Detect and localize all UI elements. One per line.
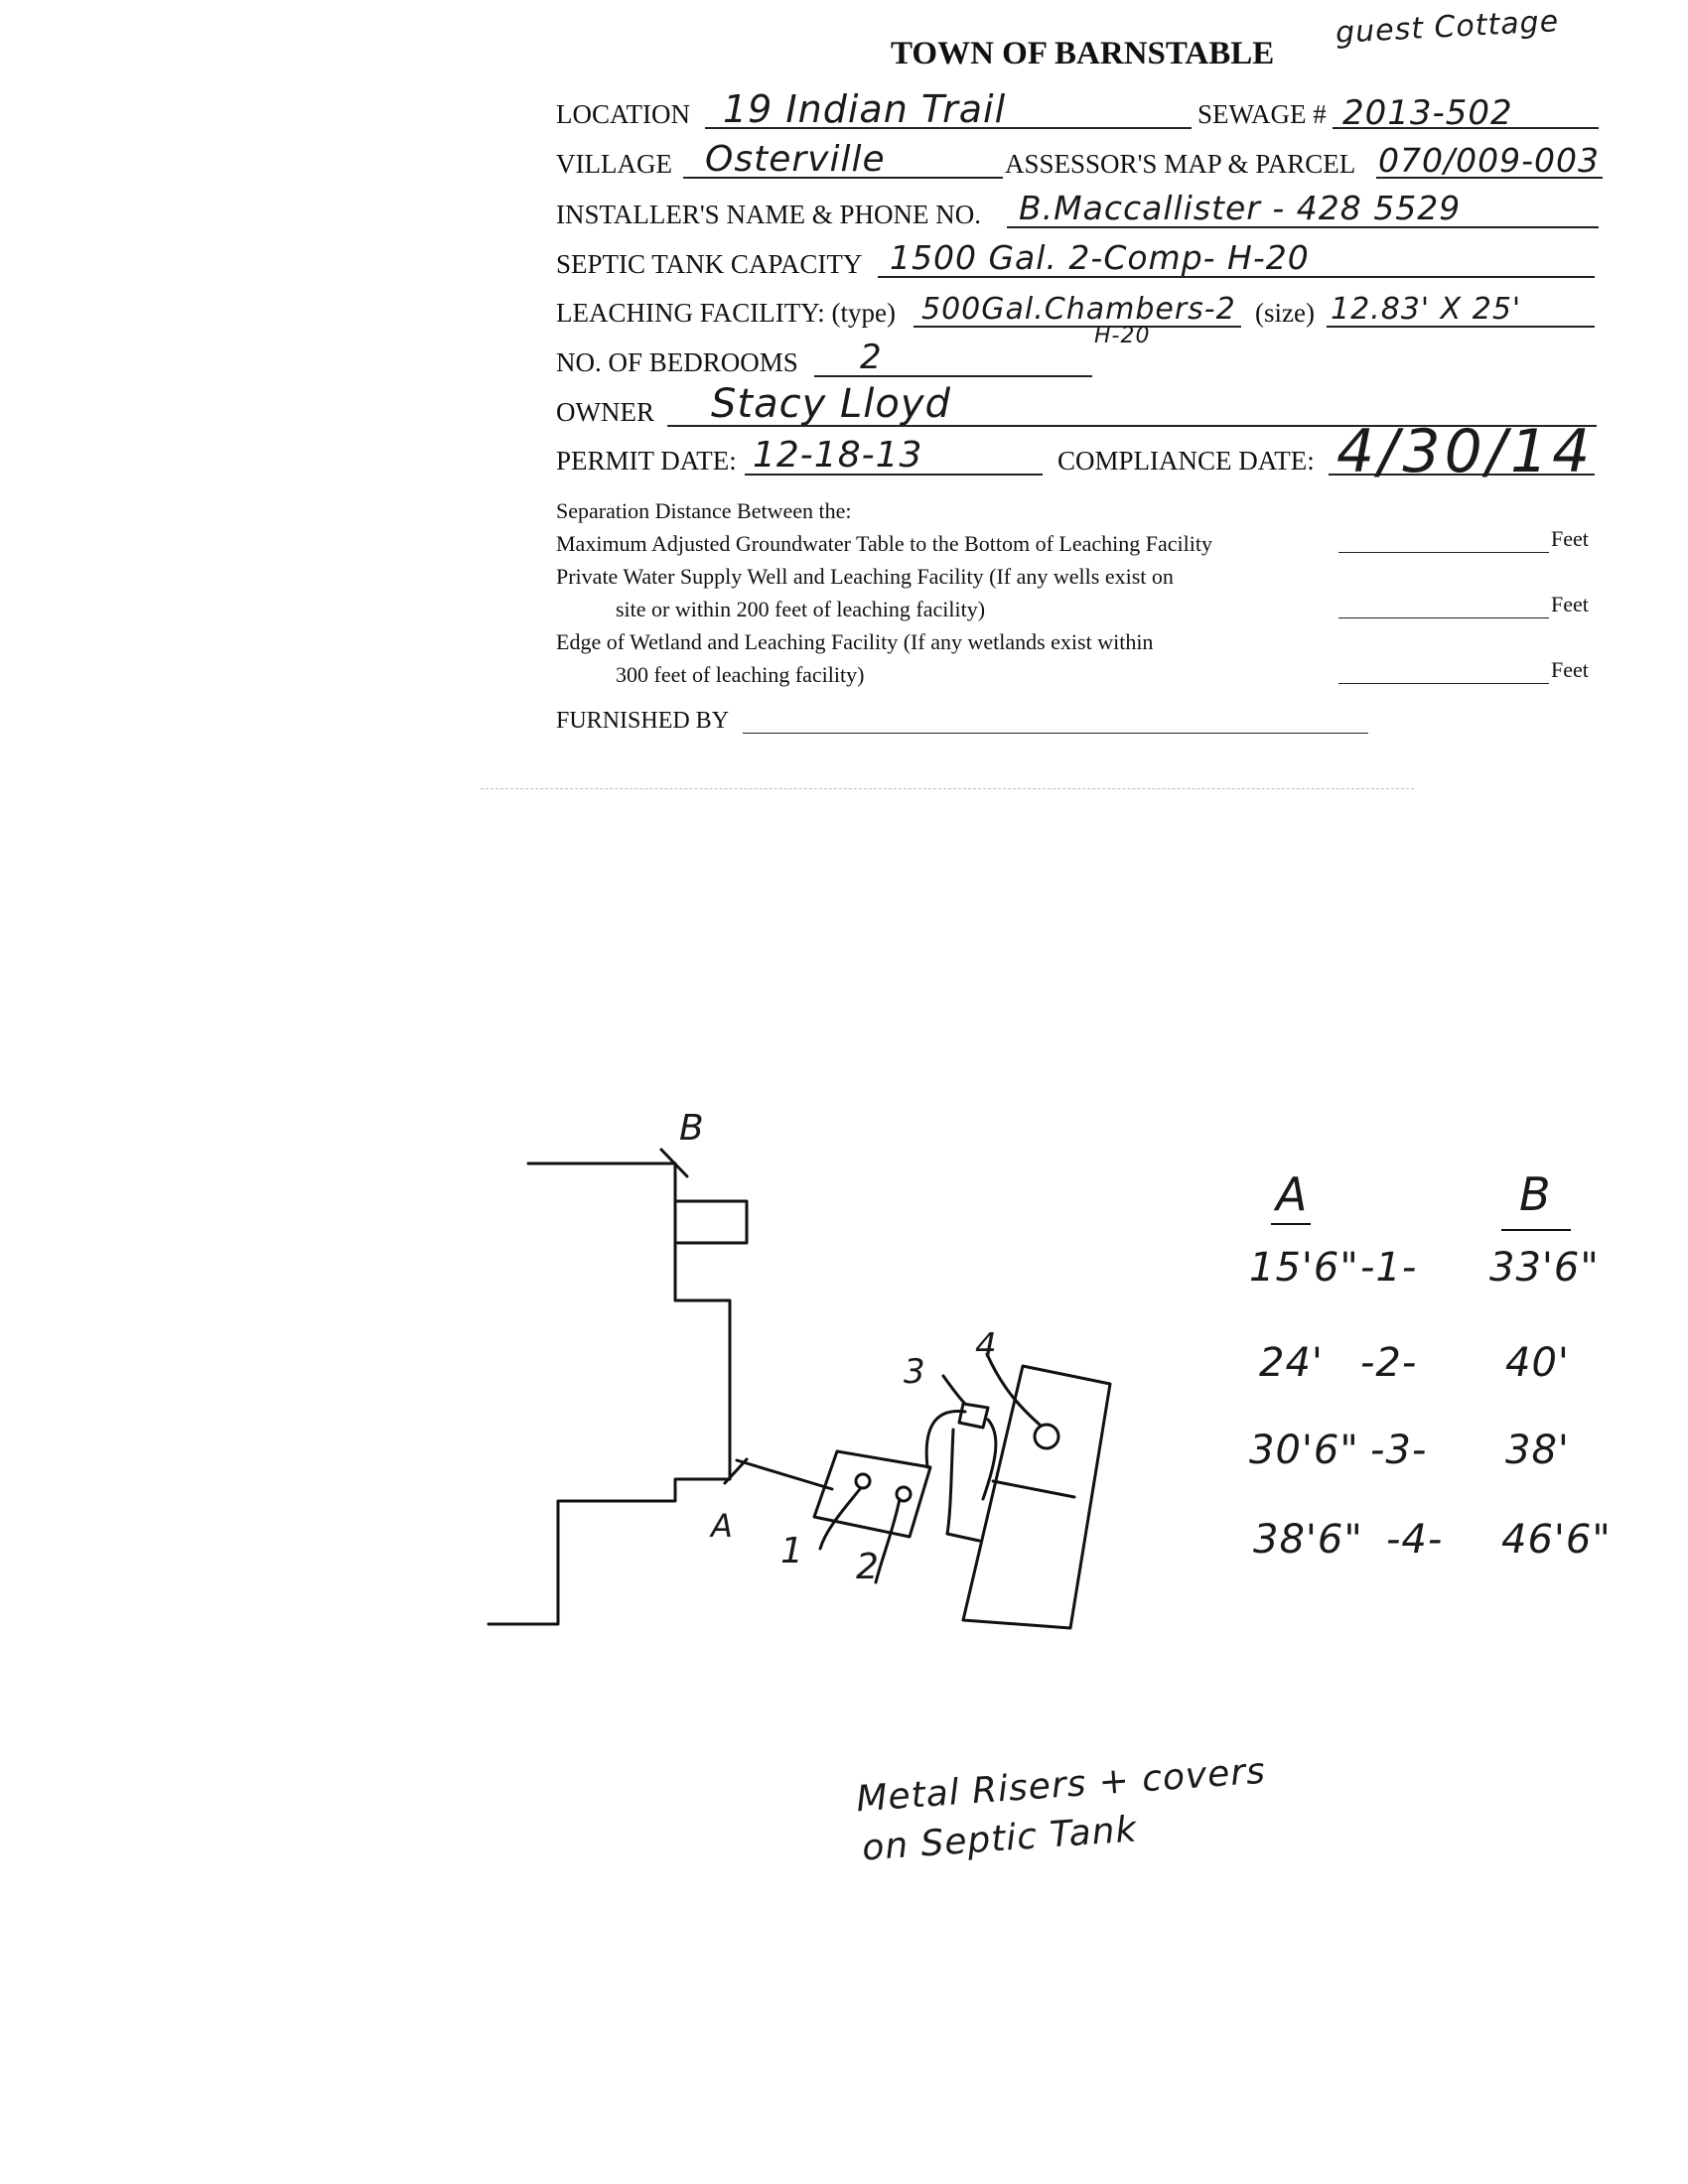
sketch-label-b: B [679, 1108, 705, 1149]
size-label: (size) [1255, 298, 1315, 328]
sketch-label-3: 3 [904, 1352, 926, 1392]
permit-date-value: 12-18-13 [753, 435, 923, 476]
measurement-row-2-a: 24' [1259, 1340, 1324, 1386]
sketch-label-a: A [711, 1507, 734, 1545]
owner-value: Stacy Lloyd [711, 381, 951, 427]
permit-date-label: PERMIT DATE: [556, 446, 737, 476]
separation-heading: Separation Distance Between the: [556, 498, 852, 523]
bedrooms-value: 2 [860, 338, 883, 377]
septic-note-line-2: on Septic Tank [860, 1809, 1139, 1869]
installer-value: B.Maccallister - 428 5529 [1019, 189, 1462, 227]
septic-note-line-1: Metal Risers + covers [855, 1750, 1268, 1821]
sewage-label: SEWAGE # [1197, 99, 1327, 129]
separation-line-1: Maximum Adjusted Groundwater Table to the Bottom of Leaching Facility [556, 531, 1212, 556]
measurement-row-4-a: 38'6" [1253, 1517, 1363, 1563]
compliance-date-label: COMPLIANCE DATE: [1057, 446, 1315, 476]
sketch-label-4: 4 [975, 1326, 998, 1366]
measurements-header-a: A [1276, 1167, 1309, 1221]
measurement-row-1-num: -1- [1360, 1245, 1418, 1291]
groundwater-feet-unit: Feet [1551, 526, 1589, 551]
sketch-label-1: 1 [780, 1531, 804, 1571]
measurement-row-1-a: 15'6" [1249, 1245, 1359, 1291]
compliance-date-value: 4/30/14 [1336, 417, 1595, 486]
measurement-row-4-b: 46'6" [1501, 1517, 1612, 1563]
septic-value: 1500 Gal. 2-Comp- H-20 [890, 238, 1310, 277]
bedrooms-label: NO. OF BEDROOMS [556, 347, 798, 377]
leaching-sub-value: H-20 [1094, 324, 1151, 348]
measurement-row-2-num: -2- [1360, 1340, 1418, 1386]
measurement-row-4-num: -4- [1386, 1517, 1444, 1563]
measurement-row-3-num: -3- [1370, 1428, 1428, 1473]
separation-line-3a: Edge of Wetland and Leaching Facility (If any wetlands exist within [556, 629, 1154, 654]
leaching-label: LEACHING FACILITY: (type) [556, 298, 896, 328]
separation-line-3b: 300 feet of leaching facility) [616, 662, 865, 687]
measurements-header-b: B [1519, 1167, 1552, 1221]
assessor-value: 070/009-003 [1378, 141, 1600, 180]
owner-label: OWNER [556, 397, 654, 427]
septic-label: SEPTIC TANK CAPACITY [556, 249, 863, 279]
separation-line-2a: Private Water Supply Well and Leaching Facility (If any wells exist on [556, 564, 1174, 589]
sketch-label-2: 2 [856, 1547, 880, 1587]
location-value: 19 Indian Trail [723, 87, 1007, 131]
measurement-row-3-a: 30'6" [1249, 1428, 1359, 1473]
wetland-feet-unit: Feet [1551, 657, 1589, 682]
measurements-underline-a [1271, 1223, 1311, 1225]
corner-note: guest Cottage [1335, 4, 1560, 51]
measurement-row-3-b: 38' [1505, 1428, 1570, 1473]
installer-label: INSTALLER'S NAME & PHONE NO. [556, 200, 981, 229]
leaching-value: 500Gal.Chambers-2 [921, 292, 1236, 327]
well-feet-unit: Feet [1551, 592, 1589, 616]
furnished-by-label: FURNISHED BY [556, 708, 730, 734]
measurements-underline-b [1501, 1229, 1571, 1231]
location-label: LOCATION [556, 99, 690, 129]
measurement-row-2-b: 40' [1505, 1340, 1570, 1386]
assessor-label: ASSESSOR'S MAP & PARCEL [1005, 149, 1356, 179]
separation-line-2b: site or within 200 feet of leaching facility) [616, 597, 986, 621]
page-title: TOWN OF BARNSTABLE [891, 36, 1275, 71]
size-value: 12.83' X 25' [1331, 292, 1522, 327]
measurement-row-1-b: 33'6" [1489, 1245, 1600, 1291]
sewage-value: 2013-502 [1342, 93, 1513, 133]
village-label: VILLAGE [556, 149, 672, 179]
village-value: Osterville [705, 139, 886, 180]
